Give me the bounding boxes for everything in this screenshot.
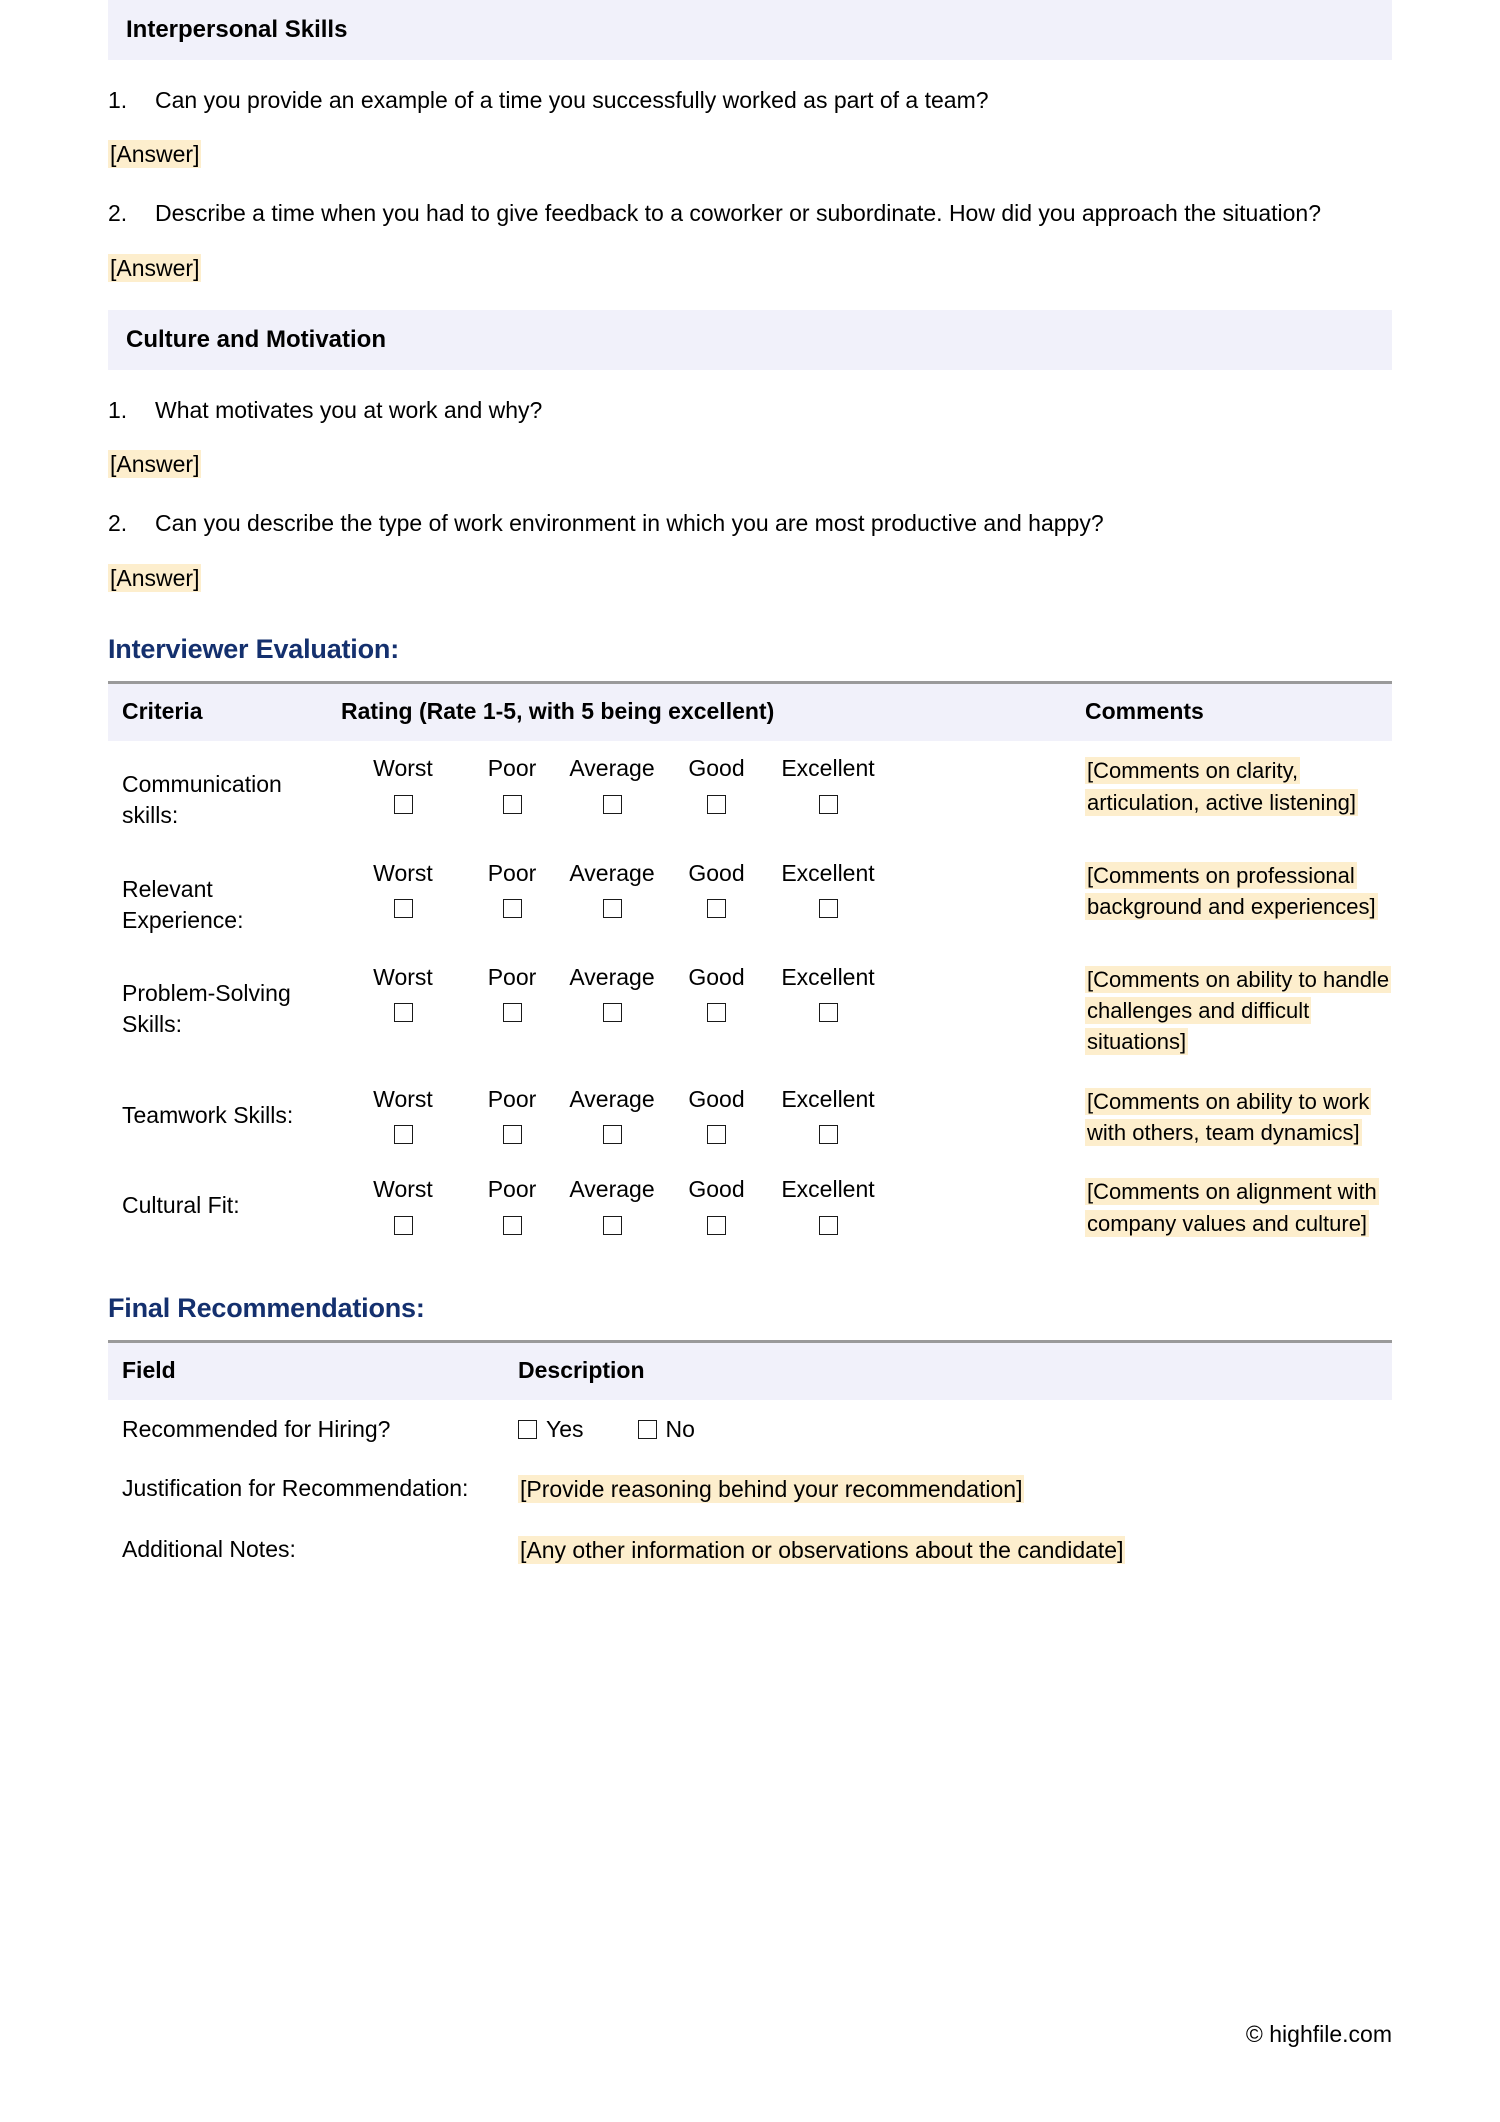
rating-label: Good <box>688 1085 745 1112</box>
checkbox-average[interactable] <box>603 795 622 814</box>
question-item <box>108 197 1392 230</box>
checkbox-worst[interactable] <box>394 899 413 918</box>
option-no[interactable] <box>638 1414 695 1445</box>
checkbox-poor[interactable] <box>503 1125 522 1144</box>
rating-option-good[interactable] <box>665 860 768 919</box>
rating-label: Poor <box>487 1085 537 1112</box>
rating-label: Poor <box>487 1176 537 1203</box>
section-title: Interpersonal Skills <box>126 16 348 43</box>
question-item <box>108 84 1392 117</box>
comments-cell <box>1071 1162 1392 1253</box>
rating-option-excellent[interactable] <box>768 1176 888 1235</box>
checkbox-poor[interactable] <box>503 795 522 814</box>
rating-label: Good <box>688 1176 745 1203</box>
yes-no-group <box>518 1414 1392 1445</box>
rating-option-worst[interactable] <box>341 860 465 919</box>
checkbox-excellent[interactable] <box>819 1216 838 1235</box>
rating-option-worst[interactable] <box>341 1176 465 1235</box>
checkbox-good[interactable] <box>707 1125 726 1144</box>
table-header-row <box>108 1342 1392 1401</box>
rating-option-good[interactable] <box>665 755 768 814</box>
justification-value-cell <box>504 1459 1392 1520</box>
additional-notes-placeholder[interactable]: [Any other information or observations about the candidate] <box>520 1536 1124 1563</box>
option-no-label: No <box>665 1416 695 1443</box>
rating-option-average[interactable] <box>559 755 665 814</box>
criteria-cell <box>108 846 327 950</box>
criteria-label: Teamwork Skills: <box>122 1101 294 1128</box>
rating-option-good[interactable] <box>665 964 768 1023</box>
field-label-additional-notes: Additional Notes: <box>122 1535 296 1562</box>
question-number: 2. <box>108 510 128 537</box>
rating-label: Poor <box>487 963 537 990</box>
answer-placeholder[interactable]: [Answer] <box>110 564 200 591</box>
criteria-cell <box>108 1162 327 1253</box>
rating-group <box>341 964 1071 1023</box>
rating-label: Excellent <box>781 1176 875 1203</box>
checkbox-worst[interactable] <box>394 1216 413 1235</box>
rating-group <box>341 1086 1071 1145</box>
comment-placeholder[interactable]: [Comments on professional background and experiences] <box>1087 862 1376 919</box>
table-row <box>108 741 1392 845</box>
rating-label: Good <box>688 755 745 782</box>
table-row <box>108 1162 1392 1253</box>
answer-placeholder[interactable]: [Answer] <box>110 254 200 281</box>
rating-label: Worst <box>373 755 433 782</box>
rating-label: Poor <box>487 859 537 886</box>
rating-label: Excellent <box>781 1085 875 1112</box>
comments-cell <box>1071 950 1392 1072</box>
question-text: Can you provide an example of a time you successfully worked as part of a team? <box>155 86 989 113</box>
option-yes-label: Yes <box>546 1416 584 1443</box>
final-recommendations-table <box>108 1340 1392 1580</box>
column-header-criteria: Criteria <box>108 683 327 742</box>
checkbox-average[interactable] <box>603 1125 622 1144</box>
checkbox-excellent[interactable] <box>819 1003 838 1022</box>
answer-placeholder-line <box>108 138 1392 171</box>
justification-placeholder[interactable]: [Provide reasoning behind your recommendation] <box>520 1476 1023 1503</box>
rating-option-poor[interactable] <box>465 1086 559 1145</box>
rating-label: Worst <box>373 859 433 886</box>
comment-placeholder[interactable]: [Comments on clarity, articulation, active listening] <box>1087 758 1357 815</box>
question-item <box>108 507 1392 540</box>
table-row <box>108 1520 1392 1581</box>
criteria-label: Problem-Solving Skills: <box>122 979 291 1037</box>
table-header-row <box>108 683 1392 742</box>
table-row <box>108 950 1392 1072</box>
rating-label: Average <box>569 1085 655 1112</box>
section-band-culture-and-motivation <box>108 310 1392 370</box>
rating-cell <box>327 1072 1071 1163</box>
rating-label: Worst <box>373 1085 433 1112</box>
comments-cell <box>1071 846 1392 950</box>
rating-option-average[interactable] <box>559 1086 665 1145</box>
question-text: What motivates you at work and why? <box>155 396 543 423</box>
rating-label: Worst <box>373 963 433 990</box>
rating-option-excellent[interactable] <box>768 1086 888 1145</box>
answer-placeholder[interactable]: [Answer] <box>110 141 200 168</box>
question-text: Describe a time when you had to give feedback to a coworker or subordinate. How did you approach the situation? <box>155 199 1322 226</box>
recommended-value-cell <box>504 1400 1392 1459</box>
comment-placeholder[interactable]: [Comments on alignment with company values and culture] <box>1087 1179 1377 1236</box>
checkbox-good[interactable] <box>707 899 726 918</box>
criteria-label: Communication skills: <box>122 771 282 829</box>
table-row <box>108 1072 1392 1163</box>
rating-option-good[interactable] <box>665 1176 768 1235</box>
interviewer-evaluation-table <box>108 681 1392 1253</box>
rating-option-excellent[interactable] <box>768 755 888 814</box>
checkbox-average[interactable] <box>603 899 622 918</box>
additional-notes-value-cell <box>504 1520 1392 1581</box>
comment-placeholder[interactable]: [Comments on ability to handle challenges and difficult situations] <box>1087 966 1390 1055</box>
rating-label: Excellent <box>781 859 875 886</box>
rating-option-worst[interactable] <box>341 1086 465 1145</box>
rating-cell <box>327 950 1071 1072</box>
table-row <box>108 1400 1392 1459</box>
question-number: 1. <box>108 396 128 423</box>
criteria-cell <box>108 950 327 1072</box>
checkbox-average[interactable] <box>603 1003 622 1022</box>
rating-label: Average <box>569 1176 655 1203</box>
criteria-label: Cultural Fit: <box>122 1192 240 1219</box>
checkbox-no[interactable] <box>638 1420 657 1439</box>
question-number: 1. <box>108 86 128 113</box>
rating-option-average[interactable] <box>559 1176 665 1235</box>
section-band-interpersonal-skills <box>108 0 1392 60</box>
rating-option-average[interactable] <box>559 860 665 919</box>
rating-option-worst[interactable] <box>341 755 465 814</box>
question-number: 2. <box>108 199 128 226</box>
question-item <box>108 394 1392 427</box>
field-label-justification: Justification for Recommendation: <box>122 1475 469 1502</box>
checkbox-good[interactable] <box>707 795 726 814</box>
column-header-rating: Rating (Rate 1-5, with 5 being excellent) <box>327 683 1071 742</box>
question-text: Can you describe the type of work environment in which you are most productive and happy? <box>155 510 1104 537</box>
comments-cell <box>1071 741 1392 845</box>
checkbox-poor[interactable] <box>503 1216 522 1235</box>
option-yes[interactable] <box>518 1414 584 1445</box>
column-header-comments: Comments <box>1071 683 1392 742</box>
checkbox-good[interactable] <box>707 1216 726 1235</box>
checkbox-excellent[interactable] <box>819 899 838 918</box>
checkbox-worst[interactable] <box>394 1125 413 1144</box>
rating-cell <box>327 741 1071 845</box>
column-header-field: Field <box>108 1342 504 1401</box>
checkbox-worst[interactable] <box>394 795 413 814</box>
checkbox-average[interactable] <box>603 1216 622 1235</box>
rating-group <box>341 1176 1071 1235</box>
checkbox-poor[interactable] <box>503 899 522 918</box>
rating-label: Average <box>569 963 655 990</box>
rating-label: Excellent <box>781 755 875 782</box>
answer-placeholder-line <box>108 448 1392 481</box>
interviewer-evaluation-heading: Interviewer Evaluation: <box>108 634 399 665</box>
rating-label: Average <box>569 755 655 782</box>
rating-label: Average <box>569 859 655 886</box>
criteria-label: Relevant Experience: <box>122 875 244 933</box>
comments-cell <box>1071 1072 1392 1163</box>
checkbox-excellent[interactable] <box>819 795 838 814</box>
rating-cell <box>327 1162 1071 1253</box>
table-row <box>108 1459 1392 1520</box>
rating-option-excellent[interactable] <box>768 860 888 919</box>
rating-label: Worst <box>373 1176 433 1203</box>
footer-copyright: © highfile.com <box>1245 2021 1392 2047</box>
checkbox-poor[interactable] <box>503 1003 522 1022</box>
final-recommendations-heading: Final Recommendations: <box>108 1293 425 1324</box>
checkbox-good[interactable] <box>707 1003 726 1022</box>
rating-label: Good <box>688 859 745 886</box>
column-header-description: Description <box>504 1342 1392 1401</box>
checkbox-worst[interactable] <box>394 1003 413 1022</box>
criteria-cell <box>108 741 327 845</box>
comment-placeholder[interactable]: [Comments on ability to work with others, team dynamics] <box>1087 1088 1370 1146</box>
criteria-cell <box>108 1072 327 1163</box>
rating-label: Excellent <box>781 963 875 990</box>
checkbox-excellent[interactable] <box>819 1125 838 1144</box>
answer-placeholder[interactable]: [Answer] <box>110 451 200 478</box>
rating-option-poor[interactable] <box>465 860 559 919</box>
rating-option-excellent[interactable] <box>768 964 888 1023</box>
rating-group <box>341 860 1071 919</box>
rating-group <box>341 755 1071 814</box>
checkbox-yes[interactable] <box>518 1420 537 1439</box>
rating-option-average[interactable] <box>559 964 665 1023</box>
rating-option-poor[interactable] <box>465 755 559 814</box>
table-row <box>108 846 1392 950</box>
rating-option-good[interactable] <box>665 1086 768 1145</box>
rating-label: Poor <box>487 755 537 782</box>
answer-placeholder-line <box>108 562 1392 595</box>
answer-placeholder-line <box>108 252 1392 285</box>
rating-label: Good <box>688 963 745 990</box>
rating-cell <box>327 846 1071 950</box>
rating-option-worst[interactable] <box>341 964 465 1023</box>
section-title: Culture and Motivation <box>126 326 386 354</box>
rating-option-poor[interactable] <box>465 1176 559 1235</box>
field-label-recommended: Recommended for Hiring? <box>122 1416 391 1443</box>
rating-option-poor[interactable] <box>465 964 559 1023</box>
